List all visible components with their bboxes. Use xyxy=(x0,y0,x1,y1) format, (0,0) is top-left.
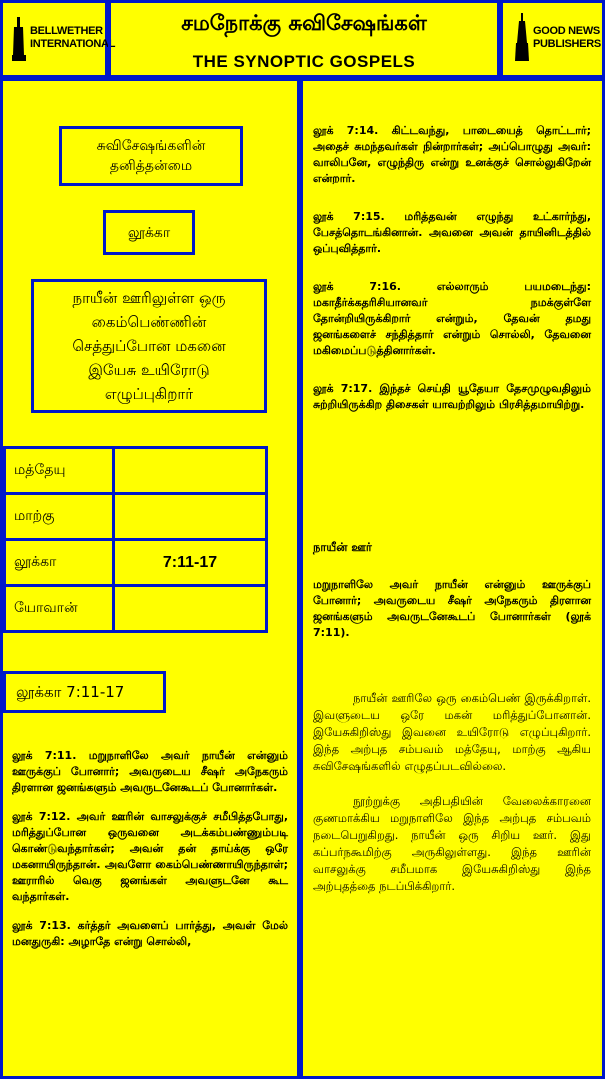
section-heading: சுவிசேஷங்களின் தனித்தன்மை xyxy=(59,126,243,186)
gospel-name: லூக்கா xyxy=(5,540,114,586)
passage-summary: நாயீன் ஊரிலுள்ள ஒரு கைம்பெண்ணின் செத்துப்போன மகனை இயேசு உயிரோடு எழுப்புகிறார் xyxy=(31,279,267,413)
verse: லூக் 7:13. கர்த்தர் அவளைப் பார்த்து, அவள் மேல் மனதுருகி: அழாதே என்று சொல்லி, xyxy=(12,919,288,948)
verse: லூக் 7:12. அவர் ஊரின் வாசலுக்குச் சமீபித்தபோது, மரித்துப்போன ஒருவனை அடக்கம்பண்ணும்படி கொண்டுவந்தார்கள்; அவன் தன் தாய்க்கு ஒரே மகனாயிருந்தான். அவளோ கைம்பெண்ணாயிருந்தாள்; ஊராரில் வெகு ஜனங்கள் அவளுடனே கூட வந்தார்கள். xyxy=(12,810,288,903)
bellwether-icon xyxy=(12,17,26,61)
sub-text: மறுநாளிலே அவர் நாயீன் என்னும் ஊருக்குப் போனார்; அவருடைய சீஷர் அநேகரும் திரளான ஜனங்களும் அவருடனேகூடப் போனார்கள் (லூக் 7:11). xyxy=(313,578,591,639)
right-verse-list xyxy=(313,123,591,426)
page-title-tamil: சமநோக்கு சுவிசேஷங்கள் xyxy=(181,11,427,35)
gospel-reference-table xyxy=(3,446,268,633)
left-verse-list xyxy=(12,748,288,963)
verse: லூக் 7:15. மரித்தவன் எழுந்து உட்கார்ந்து, பேசத்தொடங்கினான். அவனை அவன் தாயினிடத்தில் ஒப்புவித்தார். xyxy=(313,210,591,255)
table-row xyxy=(5,586,267,632)
verse: லூக் 7:14. கிட்டவந்து, பாடையைத் தொட்டார்; அதைச் சுமந்தவர்கள் நின்றார்கள்; அப்பொழுது அவர்: வாலிபனே, எழுந்திரு என்று உனக்குச் சொல்லுகிறேன் என்றார். xyxy=(313,124,591,185)
good-news-icon xyxy=(515,13,529,61)
table-row xyxy=(5,448,267,494)
gospel-name: மத்தேயு xyxy=(5,448,114,494)
commentary-paragraph: நூற்றுக்கு அதிபதியின் வேலைக்காரனை குணமாக்கிய மறுநாளிலே இந்த அற்புத சம்பவம் நடைபெறுகிறது. நாயீன் ஒரு சிறிய ஊர். இது கப்பர்நகூமிற்கு அருகிலுள்ளது. இந்த ஊரின் வாசலுக்கு சமீபமாக இயேசுகிறிஸ்து இந்த அற்புதத்தை நடப்பிக்கிறார். xyxy=(313,794,591,893)
gospel-name: யோவான் xyxy=(5,586,114,632)
bellwether-logo-text: BELLWETHER INTERNATIONAL xyxy=(30,25,116,50)
publisher-logo-left xyxy=(0,0,116,78)
sub-heading: நாயீன் ஊர் xyxy=(313,540,372,554)
gospel-ref xyxy=(114,494,267,540)
gospel-ref xyxy=(114,586,267,632)
passage-reference: லூக்கா 7:11-17 xyxy=(3,671,166,713)
verse: லூக் 7:17. இந்தச் செய்தி யூதேயா தேசமுழுவதிலும் சுற்றியிருக்கிற திசைகள் யாவற்றிலும் பிரசித்தமாயிற்று. xyxy=(313,382,591,411)
gospel-ref xyxy=(114,448,267,494)
table-row xyxy=(5,494,267,540)
verse: லூக் 7:11. மறுநாளிலே அவர் நாயீன் என்னும் ஊருக்குப் போனார்; அவருடைய சீஷர் அநேகரும் திரளான ஜனங்களும் அவருடனேகூடப் போனார்கள். xyxy=(12,749,288,794)
commentary-paragraph: நாயீன் ஊரிலே ஒரு கைம்பெண் இருக்கிறாள். இவளுடைய ஒரே மகன் மரித்துப்போனான். இயேசுகிறிஸ்து இவனை உயிரோடு எழுப்புகிறார். இந்த அற்புத சம்பவம் மத்தேயு, மாற்கு ஆகிய சுவிசேஷங்களில் எழுதப்படவில்லை. xyxy=(313,691,591,773)
gospel-ref: 7:11-17 xyxy=(114,540,267,586)
table-row xyxy=(5,540,267,586)
page-title-english: THE SYNOPTIC GOSPELS xyxy=(192,52,416,71)
verse: லூக் 7:16. எல்லாரும் பயமடைந்து: மகாதீர்க்கதரிசியானவர் நமக்குள்ளே தோன்றியிருக்கிறார் என்றும், தேவன் தமது ஜனங்களைச் சந்தித்தார் என்றும் சொல்லி, தேவனை மகிமைப்படுத்தினார்கள். xyxy=(313,280,591,357)
gospel-name: மாற்கு xyxy=(5,494,114,540)
title-block xyxy=(108,0,500,78)
commentary xyxy=(313,690,591,913)
good-news-logo-text: GOOD NEWS PUBLISHERS xyxy=(533,25,601,50)
book-label: லூக்கா xyxy=(103,210,195,255)
publisher-logo-right xyxy=(500,0,605,78)
